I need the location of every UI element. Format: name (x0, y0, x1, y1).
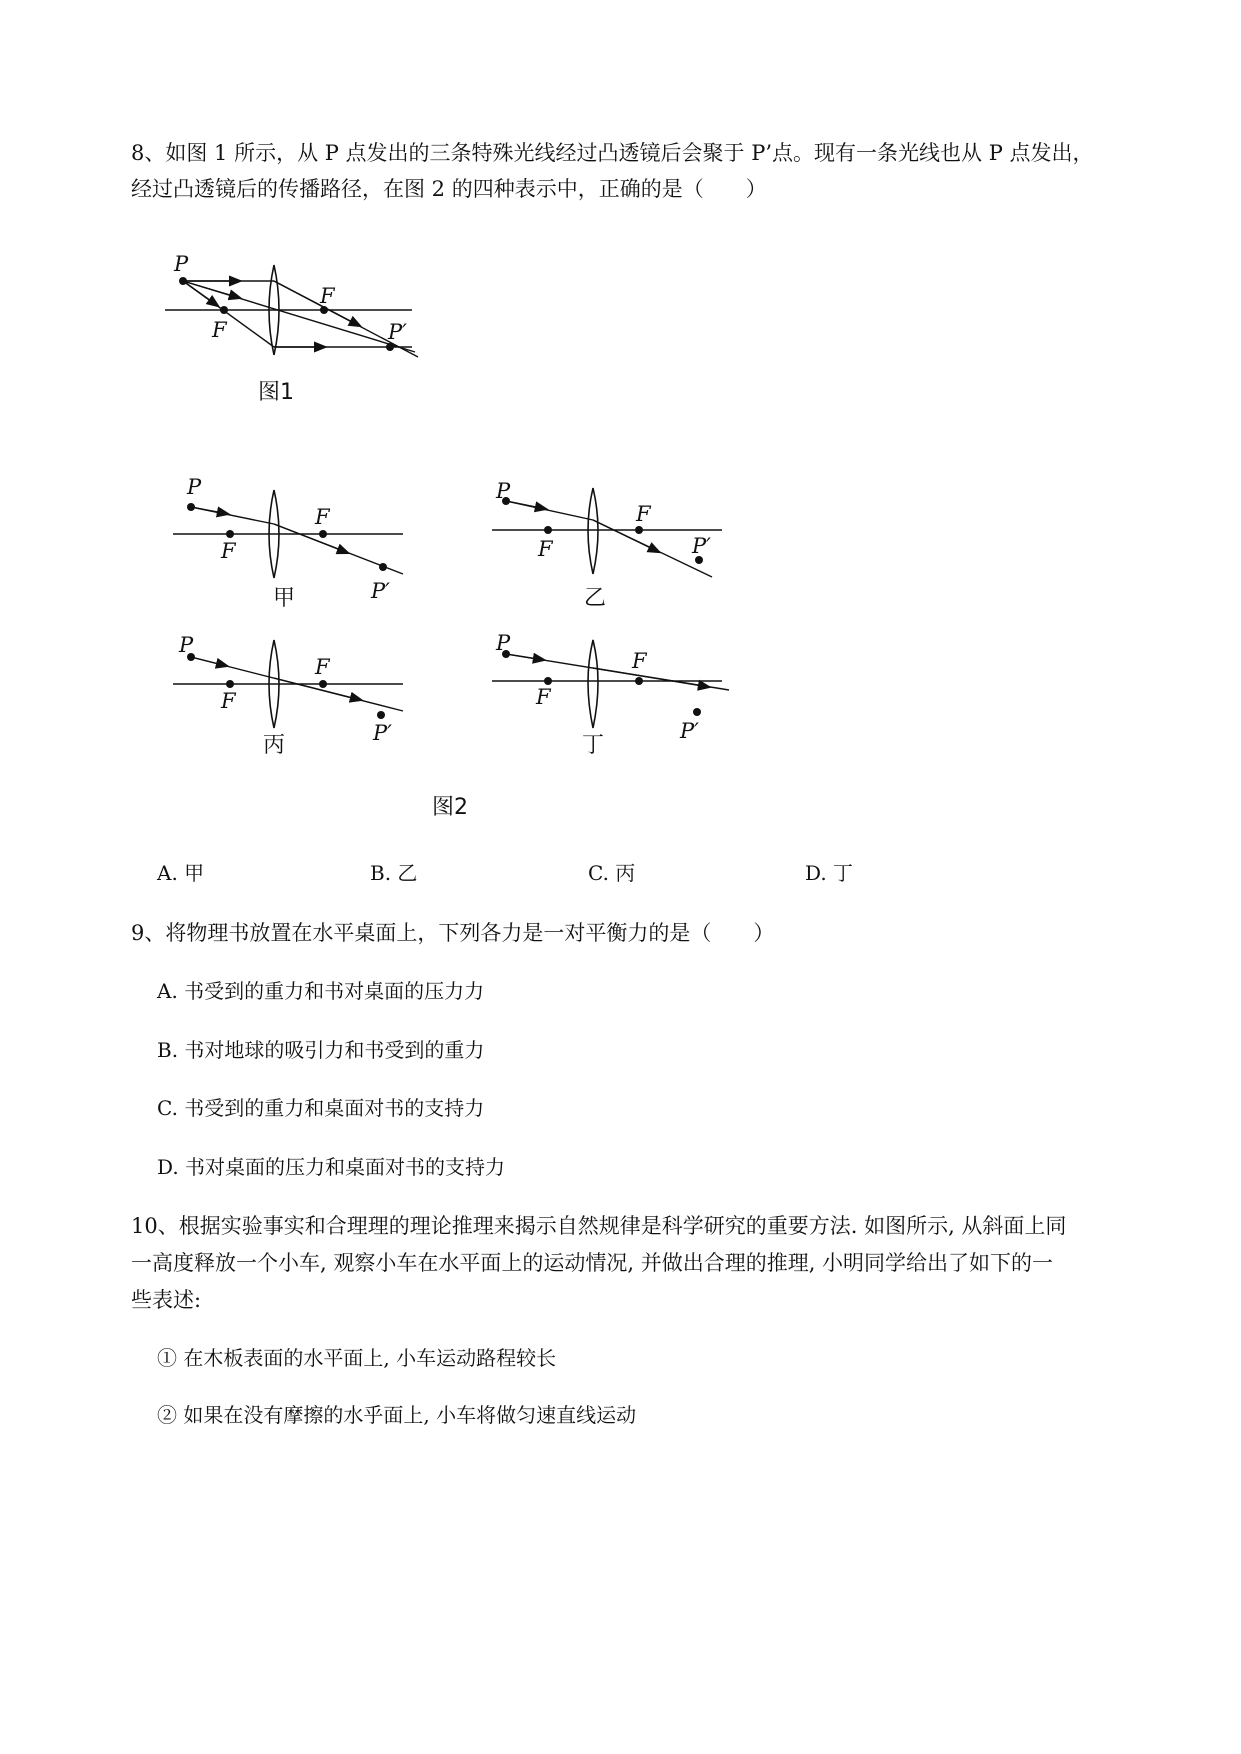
q10-statement-2: ② 如果在没有摩擦的水乎面上, 小车将做匀速直线运动 (157, 1403, 637, 1427)
q8-stem-line-2: 经过凸透镜后的传播路径，在图 2 的四种表示中，正确的是（ ） (131, 177, 767, 201)
focus-point-left (220, 306, 228, 314)
point-p (187, 503, 195, 511)
q9-option-d[interactable]: D. 书对桌面的压力和桌面对书的支持力 (157, 1155, 506, 1179)
label-f-left: F (221, 689, 236, 713)
image-point-p-prime (377, 711, 385, 719)
panel-caption: 丁 (582, 733, 605, 758)
label-f-left: F (538, 537, 553, 561)
label-p: P (179, 634, 194, 657)
figure-2-panel-ding (484, 634, 744, 774)
label-p-prime: P′ (692, 534, 711, 558)
label-p-prime: P′ (388, 320, 407, 344)
q9-option-c[interactable]: C. 书受到的重力和桌面对书的支持力 (157, 1096, 485, 1120)
focus-point-left (544, 677, 552, 685)
focus-point-right (635, 677, 643, 685)
q8-option-b[interactable]: B. 乙 (370, 861, 418, 885)
figure-2-panel-yi (484, 474, 744, 614)
q8-option-a[interactable]: A. 甲 (157, 861, 205, 885)
focus-point-right (319, 680, 327, 688)
q9-stem: 9、将物理书放置在水平桌面上，下列各力是一对平衡力的是（ ） (131, 921, 775, 945)
focus-point-left (544, 526, 552, 534)
label-f-right: F (636, 502, 651, 526)
label-f-right: F (632, 649, 647, 673)
figure-2-panel-bing (165, 634, 425, 774)
figure-2-caption (420, 786, 500, 826)
figure-1-lens-diagram (150, 245, 440, 415)
q8-option-c[interactable]: C. 丙 (588, 861, 636, 885)
point-p (179, 277, 187, 285)
panel-caption: 乙 (584, 586, 607, 611)
focus-point-left (226, 530, 234, 538)
label-p-prime: P′ (680, 719, 699, 743)
figure-2-panel-jia (165, 474, 425, 614)
label-f-right: F (315, 505, 330, 529)
q10-stem-line-1: 10、根据实验事实和合理理的理论推理来揭示自然规律是科学研究的重要方法. 如图所示, 从斜面上同 (131, 1214, 1067, 1238)
image-point-p-prime (379, 563, 387, 571)
label-p: P (496, 479, 511, 503)
q9-option-a[interactable]: A. 书受到的重力和书对桌面的压力力 (157, 979, 485, 1003)
q8-stem-line-1: 8、如图 1 所示，从 P 点发出的三条特殊光线经过凸透镜后会聚于 P’点。现有一条光线也从 P 点发出， (131, 141, 1094, 165)
label-p-prime: P′ (373, 721, 392, 745)
image-point-p-prime (693, 708, 701, 716)
panel-caption: 丙 (263, 733, 286, 758)
label-f-left: F (536, 685, 551, 709)
q10-statement-1: ① 在木板表面的水平面上, 小车运动路程较长 (157, 1346, 557, 1370)
image-point-p-prime (386, 343, 394, 351)
q8-option-d[interactable]: D. 丁 (805, 861, 854, 885)
svg-text:图2: 图2 (432, 795, 468, 820)
focus-point-right (319, 530, 327, 538)
q9-option-b[interactable]: B. 书对地球的吸引力和书受到的重力 (157, 1038, 485, 1062)
label-f-left: F (221, 539, 236, 563)
label-p: P (174, 252, 189, 276)
label-f-left: F (212, 318, 227, 342)
focus-point-left (226, 680, 234, 688)
label-p: P (187, 475, 202, 499)
panel-caption: 甲 (273, 586, 296, 611)
q10-stem-line-2: 一高度释放一个小车, 观察小车在水平面上的运动情况, 并做出合理的推理, 小明同学给出了如下的一 (131, 1251, 1054, 1275)
focus-point-right (635, 526, 643, 534)
q10-stem-line-3: 些表述: (131, 1288, 202, 1312)
label-p: P (496, 634, 511, 655)
label-f-right: F (320, 284, 335, 308)
label-f-right: F (315, 655, 330, 679)
figure-1-caption: 图1 (258, 380, 294, 405)
label-p-prime: P′ (371, 579, 390, 603)
